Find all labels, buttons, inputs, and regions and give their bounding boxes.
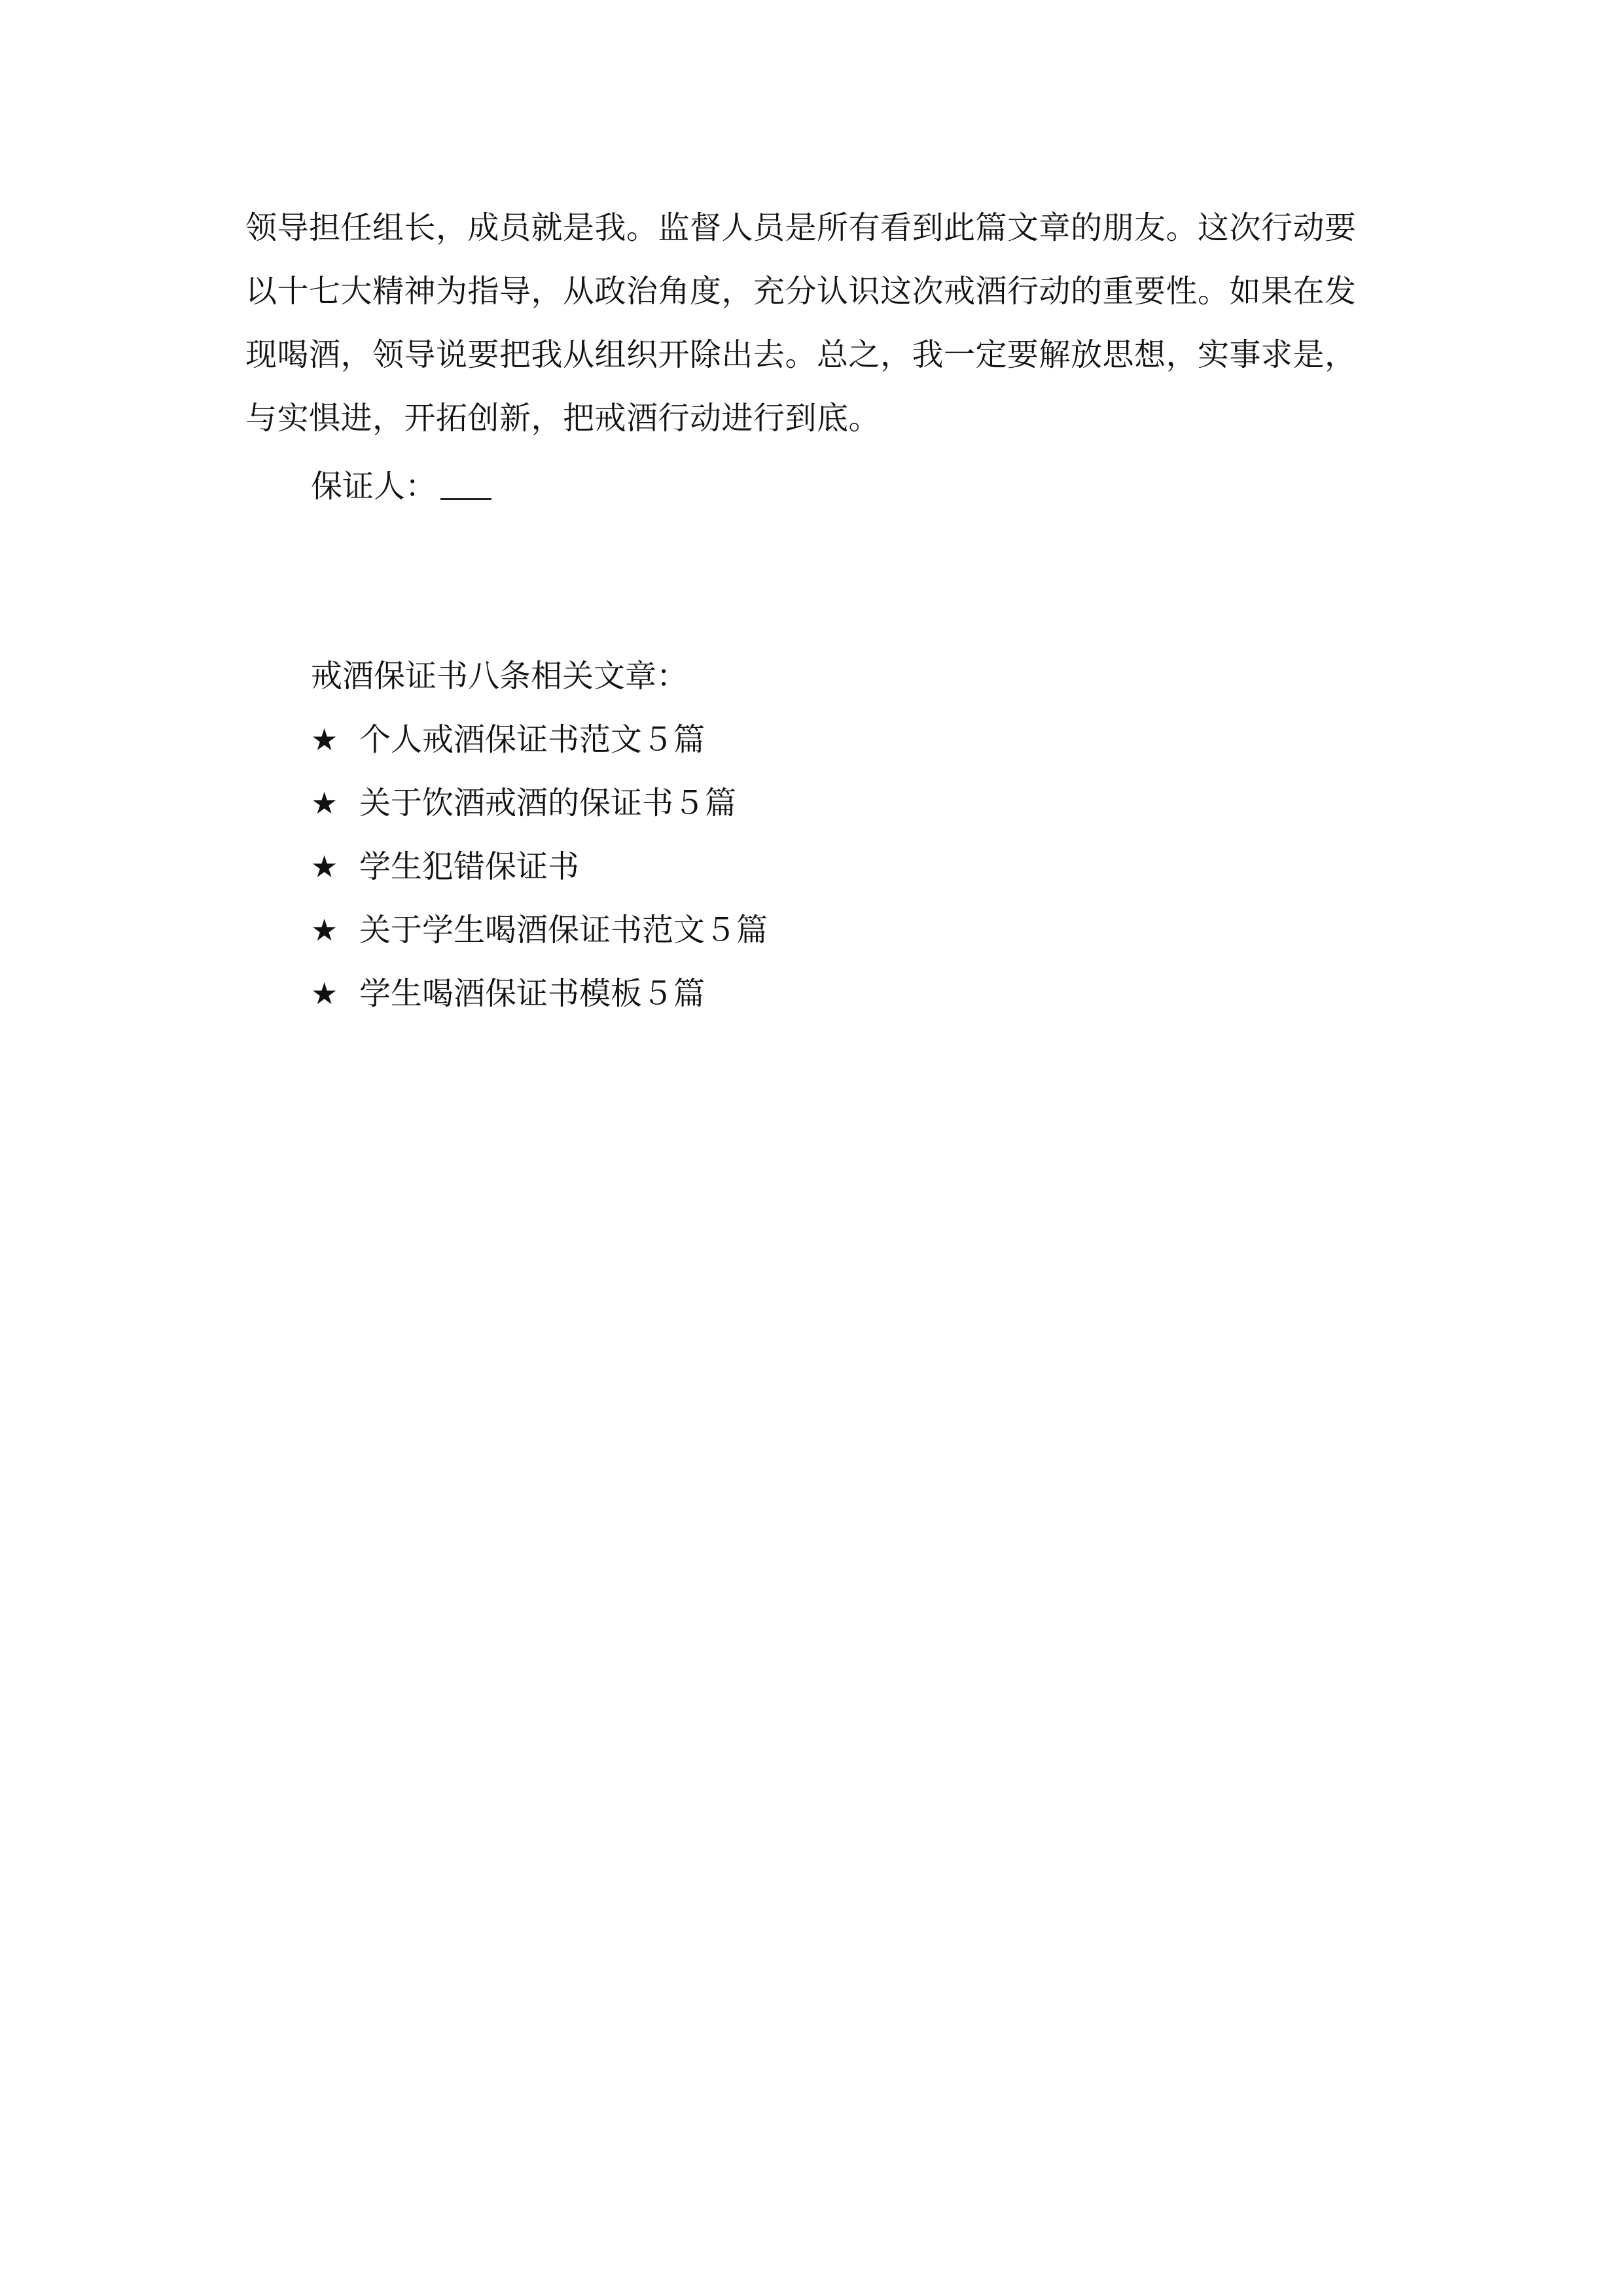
- star-icon: ★: [311, 849, 338, 884]
- signature-blank: [440, 455, 491, 500]
- related-articles-list: [311, 708, 768, 1026]
- signature-line: [311, 455, 491, 518]
- star-icon: ★: [311, 722, 338, 757]
- body-line: 现喝酒，领导说要把我从组织开除出去。总之，我一定要解放思想，实事求是，: [245, 336, 1357, 373]
- star-icon: ★: [311, 912, 338, 948]
- related-article-link[interactable]: [311, 962, 768, 1026]
- related-article-title[interactable]: 关于学生喝酒保证书范文５篇: [359, 912, 768, 948]
- star-icon: ★: [311, 976, 338, 1011]
- related-article-link[interactable]: [311, 708, 768, 772]
- related-article-link[interactable]: [311, 772, 768, 835]
- body-paragraph: [245, 196, 1397, 450]
- related-article-title[interactable]: 关于饮酒戒酒的保证书５篇: [359, 785, 737, 821]
- related-article-title[interactable]: 学生喝酒保证书模板５篇: [359, 975, 705, 1012]
- related-articles-heading: 戒酒保证书八条相关文章：: [311, 658, 688, 694]
- related-article-title[interactable]: 学生犯错保证书: [359, 848, 580, 885]
- related-article-title[interactable]: 个人戒酒保证书范文５篇: [359, 721, 705, 758]
- body-line: 领导担任组长，成员就是我。监督人员是所有看到此篇文章的朋友。这次行动要: [245, 209, 1357, 246]
- body-line: 与实惧进，开拓创新，把戒酒行动进行到底。: [245, 400, 881, 437]
- star-icon: ★: [311, 785, 338, 821]
- related-article-link[interactable]: [311, 835, 768, 899]
- related-article-link[interactable]: [311, 899, 768, 962]
- related-articles: [311, 645, 768, 1026]
- signature-label: 保证人：: [311, 468, 437, 505]
- body-line: 以十七大精神为指导，从政治角度，充分认识这次戒酒行动的重要性。如果在发: [245, 273, 1357, 310]
